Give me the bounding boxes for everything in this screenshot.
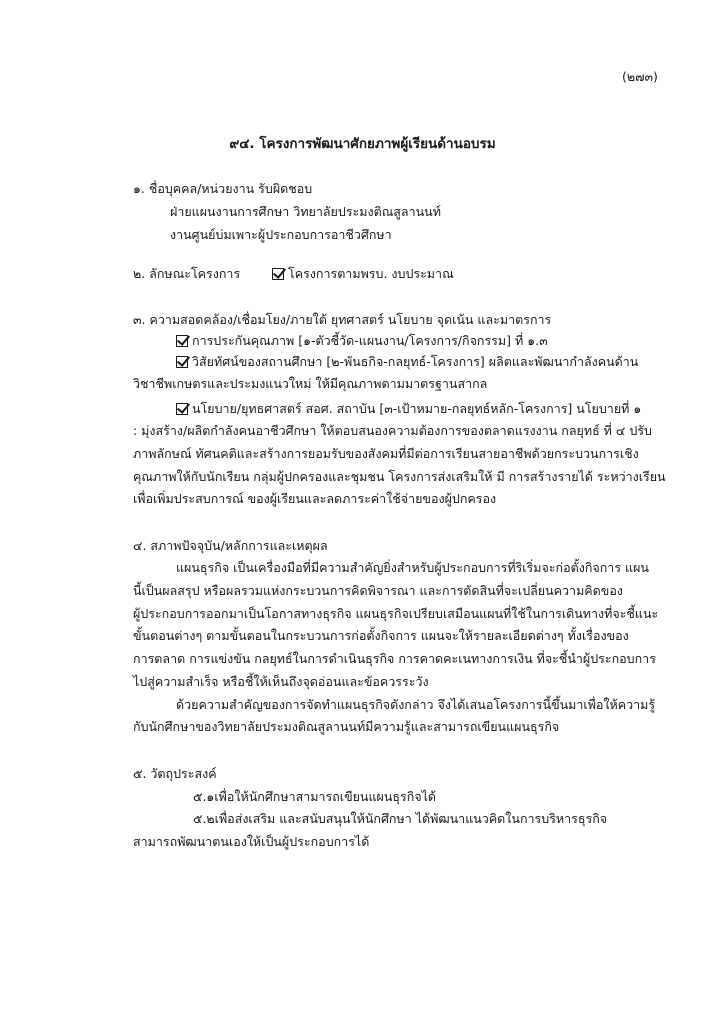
section3-item3-line5: เพื่อเพิ่มประสบการณ์ ของผู้เรียนและลดภาระค่าใช้จ่ายของผู้ปกครอง <box>133 491 497 506</box>
section3-heading: ๓. ความสอดคล้อง/เชื่อมโยง/ภายใต้ ยุทศาสตร์ นโยบาย จุดเน้น และมาตรการ <box>133 312 552 327</box>
section3-item3-line4: คุณภาพให้กับนักเรียน กลุ่มผู้ปกครองและชุมชน โครงการส่งเสริมให้ มี การสร้างรายได้ ระหว่างเรียน <box>133 469 666 484</box>
section5-objective2-line2: สามารถพัฒนาตนเองให้เป็นผู้ประกอบการได้ <box>133 834 370 849</box>
checkbox-checked-icon <box>176 335 188 347</box>
section1-heading: ๑. ชื่อบุคคล/หน่วยงาน รับผิดชอบ <box>133 181 313 196</box>
section1-line2: งานศูนย์บ่มเพาะผู้ประกอบการอาชีวศึกษา <box>170 227 392 242</box>
section3-item3-label: นโยบาย/ยุทธศาสตร์ สอศ. สถาบัน [๓-เป้าหมาย-กลยุทธ์หลัก-โครงการ] นโยบายที่ ๑ <box>192 401 642 416</box>
section4-para1-line3: ผู้ประกอบการออกมาเป็นโอกาสทางธุรกิจ แผนธุรกิจเปรียบเสมือนแผนที่ใช้ในการเดินทางที่จะชี้แนะ <box>133 606 659 621</box>
page-number: (๒๗๓) <box>622 69 658 84</box>
section2-option-label: โครงการตามพรบ. งบประมาณ <box>288 266 454 281</box>
section3-item2 <box>176 354 638 370</box>
section5-objective1: ๕.๑เพื่อให้นักศึกษาสามารถเขียนแผนธุรกิจได้ <box>193 789 437 804</box>
section1-line1: ฝ่ายแผนงานการศึกษา วิทยาลัยประมงติณสูลานนท์ <box>170 204 441 219</box>
section2-heading: ๒. ลักษณะโครงการ <box>133 266 241 281</box>
section3-item3-line2: : มุ่งสร้าง/ผลิตกำลังคนอาชีวศึกษา ให้ตอบสนองความต้องการของตลาดแรงงาน กลยุทธ์ ที่ ๔ ปรับ <box>133 423 652 438</box>
checkbox-checked-icon <box>272 268 284 280</box>
section3-item1 <box>176 333 548 349</box>
section4-para1-line1: แผนธุรกิจ เป็นเครื่องมือที่มีความสำคัญยิ่งสำหรับผู้ประกอบการที่ริเริ่มจะก่อตั้งกิจการ แผน <box>176 560 649 575</box>
section3-item3 <box>176 401 641 417</box>
section3-item3-line3: ภาพลักษณ์ ทัศนคติและสร้างการยอมรับของสังคมที่มีต่อการเรียนสายอาชีพด้วยกระบวนการเชิง <box>133 446 639 461</box>
checkbox-checked-icon <box>176 356 188 368</box>
section3-item2-line2: วิชาชีพเกษตรและประมงแนวใหม่ ให้มีคุณภาพตามมาตรฐานสากล <box>133 376 488 391</box>
section5-objective2: ๕.๒เพื่อส่งเสริม และสนับสนุนให้นักศึกษา ได้พัฒนาแนวคิดในการบริหารธุรกิจ <box>193 811 608 826</box>
section4-para1-line4: ขั้นตอนต่างๆ ตามขั้นตอนในกระบวนการก่อตั้งกิจการ แผนจะให้รายละเอียดต่างๆ ทั้งเรื่องของ <box>133 628 629 643</box>
section4-para1-line6: ไปสู่ความสำเร็จ หรือชี้ให้เห็นถึงจุดอ่อนและข้อควรระวัง <box>133 674 429 689</box>
section2-option <box>272 266 454 282</box>
section4-para2-line1: ด้วยความสำคัญของการจัดทำแผนธุรกิจดังกล่าว จึงได้เสนอโครงการนี้ขึ้นมาเพื่อให้ความรู้ <box>176 697 656 712</box>
document-title: ๙๔. โครงการพัฒนาศักยภาพผู้เรียนด้านอบรม <box>229 136 496 152</box>
section4-para1-line5: การตลาด การแข่งขัน กลยุทธ์ในการดำเนินธุรกิจ การคาดคะเนทางการเงิน ที่จะชี้นำผู้ประกอบการ <box>133 651 656 666</box>
section3-item1-label: การประกันคุณภาพ [๑-ตัวชี้วัด-แผนงาน/โครงการ/กิจกรรม] ที่ ๑.๓ <box>192 333 548 348</box>
section4-para1-line2: นี้เป็นผลสรุป หรือผลรวมแห่งกระบวนการคิดพิจารณา และการตัดสินที่จะเปลี่ยนความคิดของ <box>133 583 623 598</box>
section4-para2-line2: กับนักศึกษาของวิทยาลัยประมงติณสูลานนท์มีความรู้และสามารถเขียนแผนธุรกิจ <box>133 719 560 734</box>
section4-heading: ๔. สภาพปัจจุบัน/หลักการและเหตุผล <box>133 538 328 553</box>
section5-heading: ๕. วัตถุประสงค์ <box>133 766 217 781</box>
section3-item2-label: วิสัยทัศน์ของสถานศึกษา [๒-พันธกิจ-กลยุทธ์-โครงการ] ผลิตและพัฒนากำลังคนด้าน <box>192 354 639 369</box>
checkbox-checked-icon <box>176 403 188 415</box>
